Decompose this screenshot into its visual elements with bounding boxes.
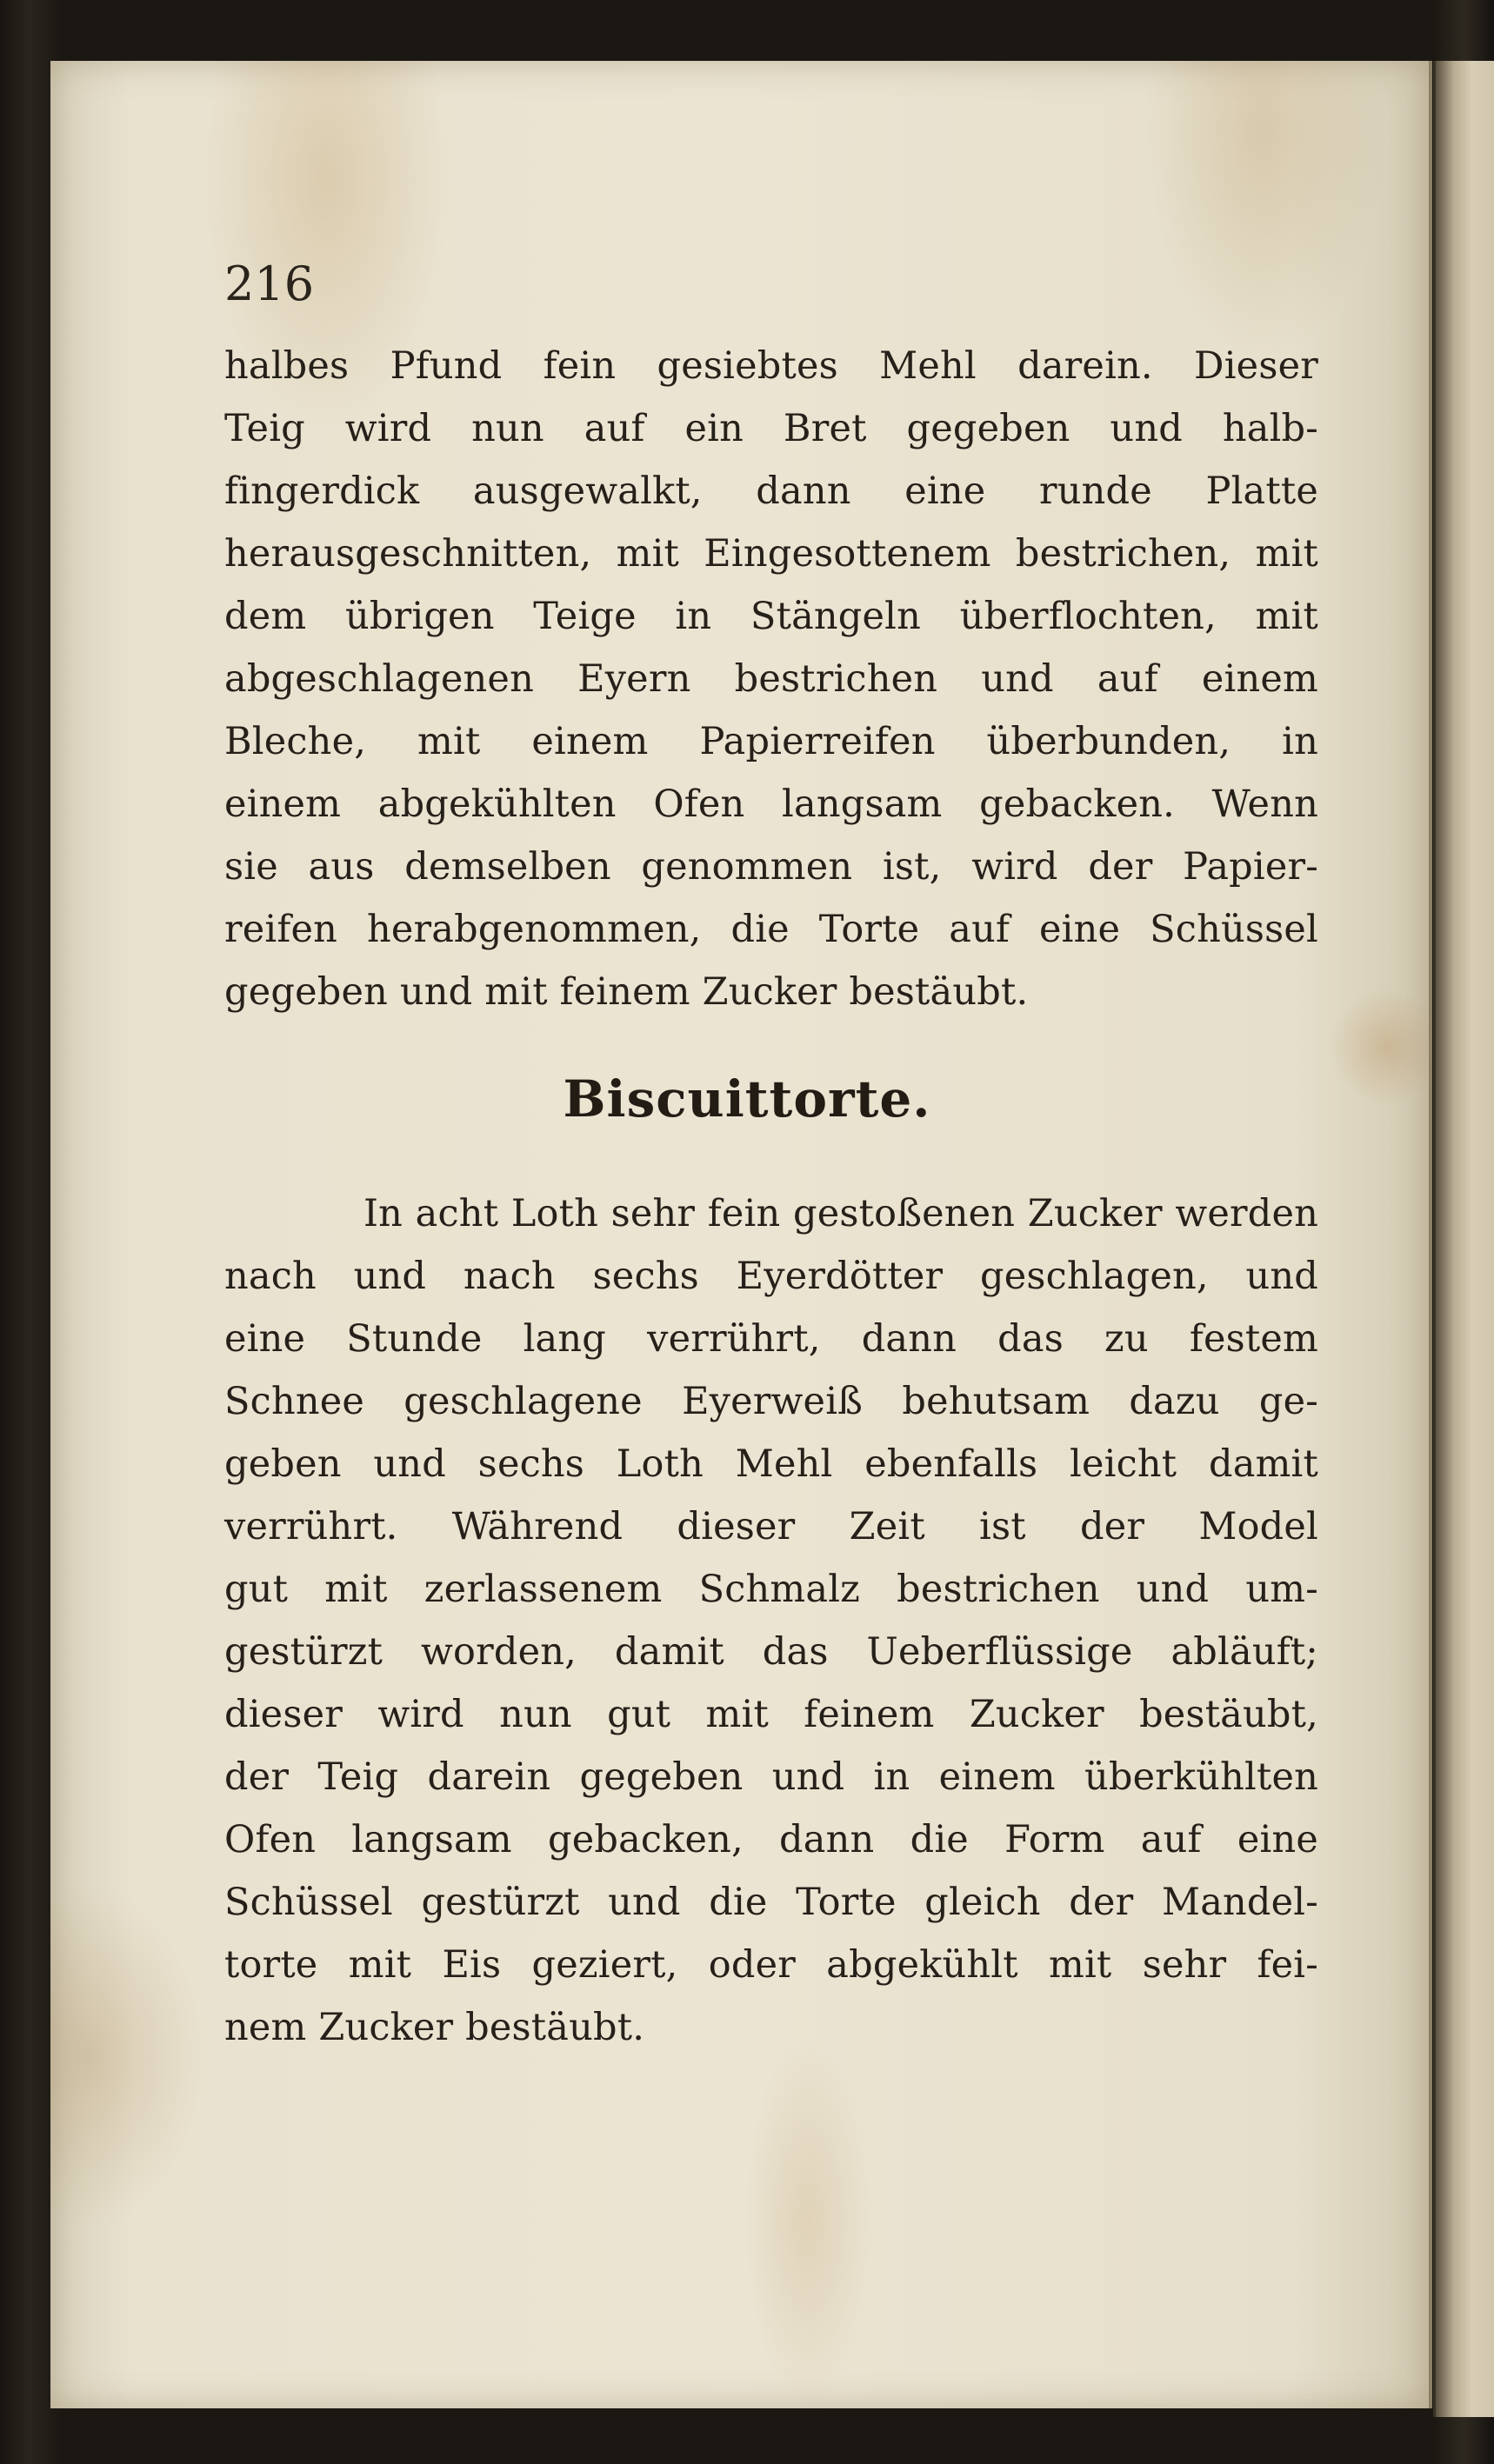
paragraph-2-line-2: nach und nach sechs Eyerdötter geschlagen, und [224,1255,1318,1298]
paragraph-1-line-6: abgeschlagenen Eyern bestrichen und auf einem [224,657,1318,701]
paragraph-2-line-7: gut mit zerlassenem Schmalz bestrichen und um- [224,1568,1318,1611]
page-number: 216 [224,256,315,311]
paragraph-2-line-8: gestürzt worden, damit das Ueberflüssige abläuft; [224,1630,1318,1674]
paragraph-1-line-9: sie aus demselben genommen ist, wird der Papier- [224,845,1318,889]
paragraph-1-line-2: Teig wird nun auf ein Bret gegeben und halb- [224,407,1318,450]
paragraph-1-line-1: halbes Pfund fein gesiebtes Mehl darein. Dieser [224,344,1318,388]
paragraph-2-line-10: der Teig darein gegeben und in einem überkühlten [224,1755,1318,1799]
paragraph-2-line-12: Schüssel gestürzt und die Torte gleich der Mandel- [224,1881,1318,1924]
paragraph-2-line-4: Schnee geschlagene Eyerweiß behutsam dazu ge- [224,1380,1318,1423]
paragraph-2-line-9: dieser wird nun gut mit feinem Zucker bestäubt, [224,1693,1318,1736]
paragraph-2-line-6: verrührt. Während dieser Zeit ist der Model [224,1505,1318,1548]
paragraph-2-line-13: torte mit Eis geziert, oder abgekühlt mit sehr fei- [224,1943,1318,1987]
paragraph-1-line-10: reifen herabgenommen, die Torte auf eine Schüssel [224,908,1318,951]
paragraph-2-line-3: eine Stunde lang verrührt, dann das zu festem [224,1317,1318,1361]
paragraph-2-line-5: geben und sechs Loth Mehl ebenfalls leicht damit [224,1442,1318,1486]
paragraph-2-line-1: In acht Loth sehr fein gestoßenen Zucker werden [363,1192,1318,1235]
paragraph-2-line-14: nem Zucker bestäubt. [224,2006,645,2049]
recipe-heading: Biscuittorte. [563,1069,931,1129]
paragraph-1-line-3: fingerdick ausgewalkt, dann eine runde Platte [224,469,1318,513]
adjacent-page-edge [1433,61,1494,2417]
paragraph-1-line-7: Bleche, mit einem Papierreifen überbunden, in [224,720,1318,763]
paragraph-1-line-4: herausgeschnitten, mit Eingesottenem bestrichen, mit [224,532,1318,576]
paragraph-2-line-11: Ofen langsam gebacken, dann die Form auf eine [224,1818,1318,1861]
paragraph-1-line-8: einem abgekühlten Ofen langsam gebacken. Wenn [224,782,1318,826]
paragraph-1-line-11: gegeben und mit feinem Zucker bestäubt. [224,970,1029,1014]
paragraph-1-line-5: dem übrigen Teige in Stängeln überflochten, mit [224,595,1318,638]
